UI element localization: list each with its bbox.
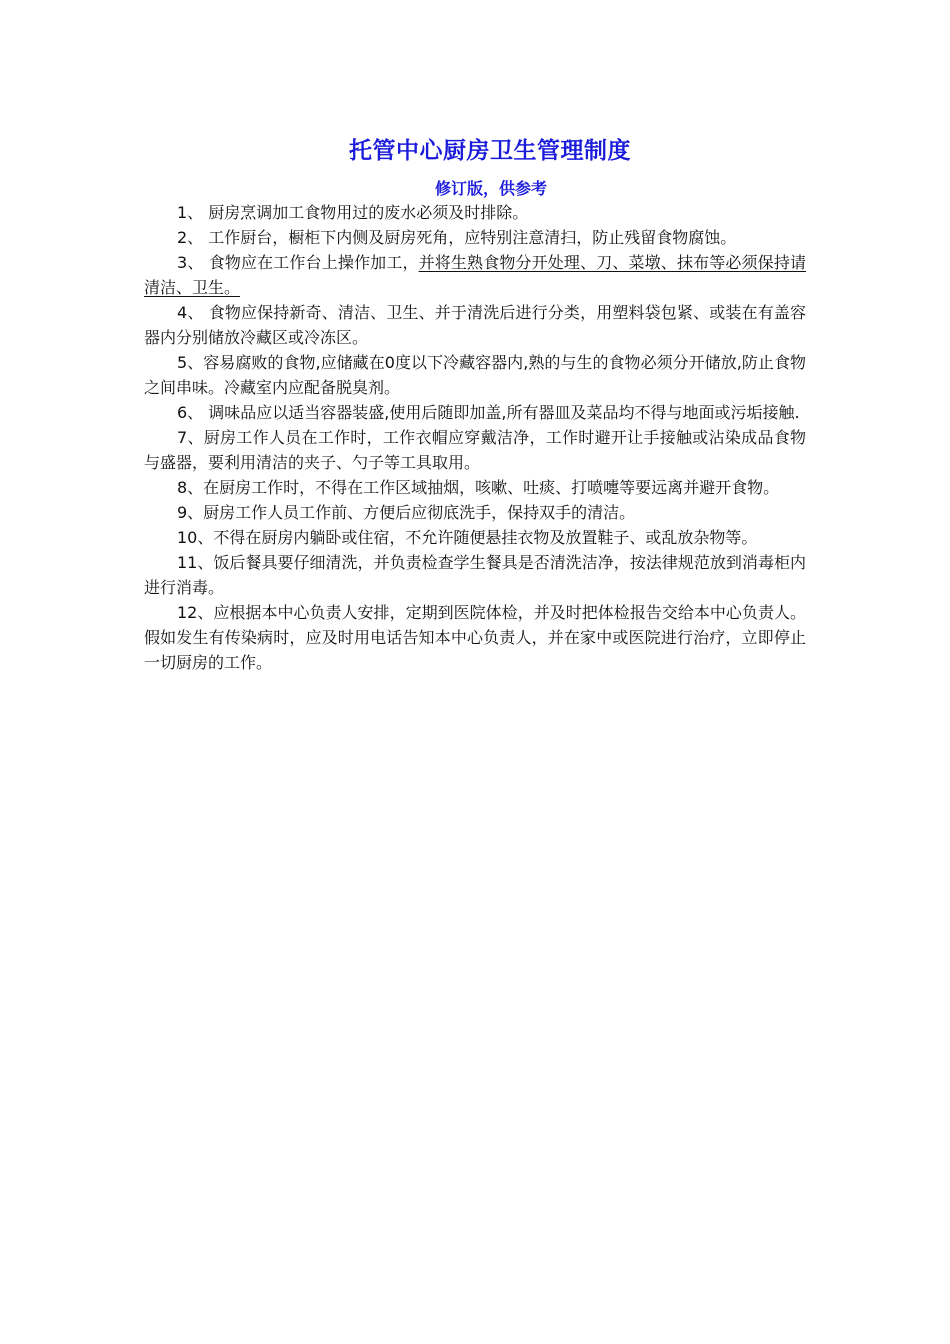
rule-item-2 <box>144 225 806 250</box>
rule-item-6 <box>144 400 806 425</box>
rule-text: 2、 工作厨台，橱柜下内侧及厨房死角，应特别注意清扫，防止残留食物腐蚀。 <box>177 228 737 247</box>
rule-text: 1、 厨房烹调加工食物用过的废水必须及时排除。 <box>177 203 529 222</box>
rule-underlined-text: 并将生熟食物分开处理、刀、菜墩、抹布等必须保持请清洁、卫生。 <box>144 253 806 297</box>
rule-item-4 <box>144 300 806 350</box>
rule-text: 9、厨房工作人员工作前、方便后应彻底洗手，保持双手的清洁。 <box>177 503 636 522</box>
rule-item-12 <box>144 600 806 675</box>
rule-text: 8、在厨房工作时，不得在工作区域抽烟，咳嗽、吐痰、打喷嚏等要远离并避开食物。 <box>177 478 780 497</box>
rule-text: 12、应根据本中心负责人安排，定期到医院体检，并及时把体检报告交给本中心负责人。假如发生有传染病时，应及时用电话告知本中心负责人，并在家中或医院进行治疗，立即停止一切厨房的工作。 <box>144 603 806 672</box>
rule-text: 6、 调味品应以适当容器装盛,使用后随即加盖,所有器皿及菜品均不得与地面或污垢接触. <box>177 403 800 422</box>
rule-item-1 <box>144 200 806 225</box>
rule-text: 3、 食物应在工作台上操作加工， <box>177 253 419 272</box>
rule-text: 5、容易腐败的食物,应储藏在0度以下冷藏容器内,熟的与生的食物必须分开储放,防止食物之间串味。冷藏室内应配备脱臭剂。 <box>144 353 806 397</box>
document-title: 托管中心厨房卫生管理制度 <box>349 138 631 164</box>
rules-list <box>144 200 806 675</box>
rule-item-10 <box>144 525 806 550</box>
rule-text: 10、不得在厨房内躺卧或住宿，不允许随便悬挂衣物及放置鞋子、或乱放杂物等。 <box>177 528 758 547</box>
rule-item-11 <box>144 550 806 600</box>
rule-text: 11、饭后餐具要仔细清洗，并负责检查学生餐具是否清洗洁净，按法律规范放到消毒柜内进行消毒。 <box>144 553 806 597</box>
rule-item-3 <box>144 250 806 300</box>
rule-text: 4、 食物应保持新奇、清洁、卫生、并于清洗后进行分类，用塑料袋包紧、或装在有盖容器内分别储放冷藏区或冷冻区。 <box>144 303 806 347</box>
rule-item-9 <box>144 500 806 525</box>
rule-text: 7、厨房工作人员在工作时，工作衣帽应穿戴洁净，工作时避开让手接触或沾染成品食物与盛器，要利用清洁的夹子、勺子等工具取用。 <box>144 428 806 472</box>
document-subtitle: 修订版，供参考 <box>434 179 547 198</box>
rule-item-5 <box>144 350 806 400</box>
rule-item-8 <box>144 475 806 500</box>
rule-item-7 <box>144 425 806 475</box>
